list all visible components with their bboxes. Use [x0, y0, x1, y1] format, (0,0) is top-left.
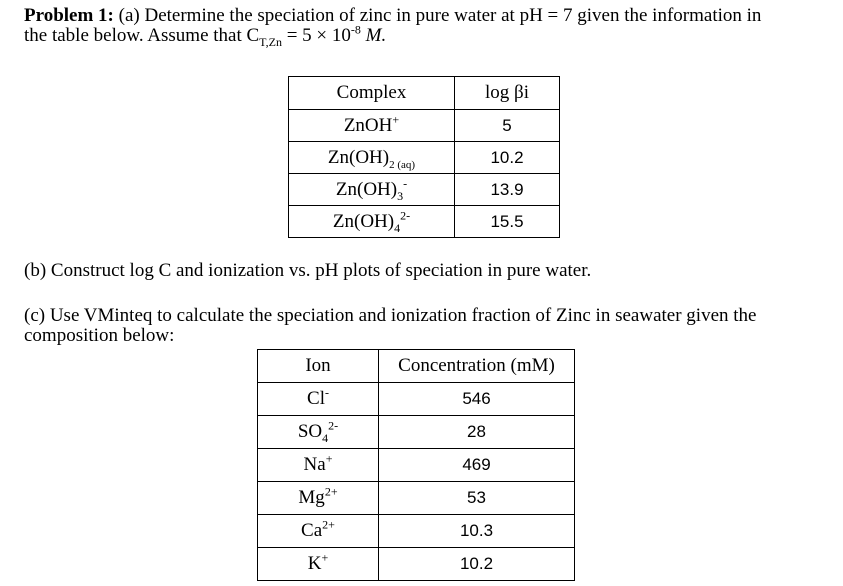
ct-unit: M.	[360, 25, 387, 46]
table-row	[258, 515, 575, 548]
logb-cell: 15.5	[455, 206, 560, 238]
table-row	[289, 174, 560, 206]
complex-cell: $Zn(OH)_{2 (aq)}$	[289, 142, 455, 174]
ion-cell: $Ca^{2+}$	[258, 515, 379, 548]
problem-statement-a	[24, 5, 824, 49]
table-row	[258, 416, 575, 449]
ion-table-header	[258, 350, 575, 383]
table-row	[258, 383, 575, 416]
complex-cell: $Zn(OH)_4^{2-}$	[289, 206, 455, 238]
conc-cell: 53	[379, 482, 575, 515]
table-row	[258, 482, 575, 515]
complex-table	[288, 76, 560, 238]
conc-cell: 469	[379, 449, 575, 482]
table-row	[258, 548, 575, 581]
problem-statement-c: (c) Use VMinteq to calculate the speciation and ionization fraction of Zinc in seawater given the composition below:	[24, 305, 757, 346]
ion-cell: Cl-	[258, 383, 379, 416]
part-a-line2: the table below. Assume that C	[24, 25, 260, 46]
ct-equals: = 5 × 10	[281, 25, 351, 46]
ion-cell: $Mg^{2+}$	[258, 482, 379, 515]
table-row	[289, 142, 560, 174]
ct-exponent: -8	[350, 22, 361, 37]
logb-cell: 13.9	[455, 174, 560, 206]
problem-statement-b: (b) Construct log C and ionization vs. pH plots of speciation in pure water.	[24, 260, 592, 281]
table-row	[289, 206, 560, 238]
header-ion: Ion	[258, 350, 379, 383]
logb-cell: 10.2	[455, 142, 560, 174]
header-logb: log βi	[455, 77, 560, 110]
conc-cell: 28	[379, 416, 575, 449]
conc-cell: 546	[379, 383, 575, 416]
ion-cell: $SO_4^{2-}$	[258, 416, 379, 449]
table-row	[289, 110, 560, 142]
ct-subscript: T,Zn	[259, 34, 282, 49]
ion-cell: K+	[258, 548, 379, 581]
conc-cell: 10.2	[379, 548, 575, 581]
logb-cell: 5	[455, 110, 560, 142]
part-a-line1: (a) Determine the speciation of zinc in pure water at pH = 7 given the information in	[118, 5, 762, 26]
complex-cell: $Zn(OH)_3^-$	[289, 174, 455, 206]
conc-cell: 10.3	[379, 515, 575, 548]
header-complex: Complex	[289, 77, 455, 110]
table-row	[258, 449, 575, 482]
header-concentration: Concentration (mM)	[379, 350, 575, 383]
ion-cell: Na+	[258, 449, 379, 482]
ion-table	[257, 349, 575, 581]
complex-table-header	[289, 77, 560, 110]
complex-cell: ZnOH+	[289, 110, 455, 142]
problem-label: Problem 1:	[24, 5, 114, 26]
